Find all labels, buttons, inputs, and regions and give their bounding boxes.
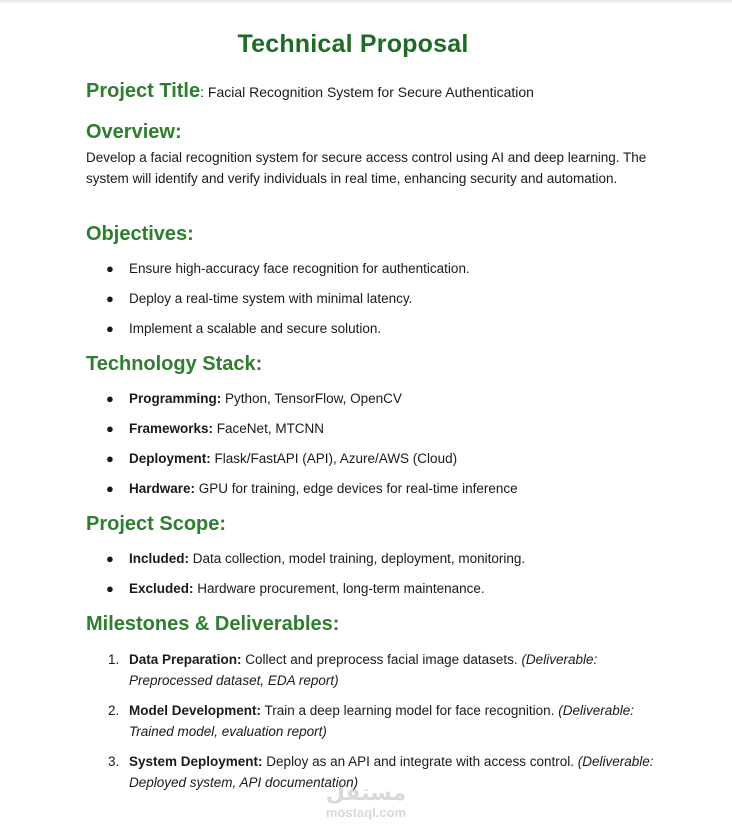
- list-item: [86, 289, 666, 319]
- list-item: [86, 579, 666, 609]
- list-item-text: Flask/FastAPI (API), Azure/AWS (Cloud): [210, 451, 458, 466]
- list-item-text: Hardware procurement, long-term maintenance.: [193, 581, 485, 596]
- list-item-text: Data collection, model training, deployment, monitoring.: [189, 551, 526, 566]
- list-item-text: Train a deep learning model for face recognition.: [261, 703, 559, 718]
- list-item-text: Deploy a real-time system with minimal latency.: [129, 291, 413, 306]
- tech-stack-list: [86, 389, 666, 509]
- objectives-list: [86, 259, 666, 349]
- bullet-icon: ●: [106, 481, 114, 496]
- deliverable-text: (Deliverable: Deployed system, API documentation): [129, 754, 654, 790]
- list-item-text: Python, TensorFlow, OpenCV: [221, 391, 402, 406]
- list-item: [86, 319, 666, 349]
- list-number: 3.: [108, 754, 120, 769]
- list-item: [86, 389, 666, 419]
- overview-text: Develop a facial recognition system for secure access control using AI and deep learning. The system will identify and verify individuals in real time, enhancing security and automation.: [86, 150, 647, 186]
- list-item-label: Frameworks:: [129, 421, 214, 436]
- list-number: 2.: [108, 703, 120, 718]
- milestones-heading: Milestones & Deliverables:: [86, 613, 340, 635]
- objectives-heading: Objectives:: [86, 223, 194, 245]
- project-title-label: Project Title: [86, 80, 201, 102]
- list-item: [86, 650, 666, 691]
- list-item-label: System Deployment:: [129, 754, 263, 769]
- list-item: [86, 479, 666, 509]
- bullet-icon: ●: [106, 551, 114, 566]
- list-item: [86, 419, 666, 449]
- bullet-icon: ●: [106, 391, 114, 406]
- bullet-icon: ●: [106, 451, 114, 466]
- list-item-label: Included:: [129, 551, 189, 566]
- watermark-logo: [316, 782, 416, 820]
- project-scope-list: [86, 549, 666, 609]
- list-item: [86, 701, 666, 742]
- project-title-heading: [86, 80, 534, 103]
- watermark-url: mostaql.com: [325, 805, 407, 820]
- bullet-icon: ●: [106, 581, 114, 596]
- list-item: [86, 449, 666, 479]
- list-item-label: Deployment:: [129, 451, 211, 466]
- deliverable-text: (Deliverable: Preprocessed dataset, EDA report): [129, 652, 598, 688]
- list-item-label: Hardware:: [129, 481, 196, 496]
- list-item-label: Model Development:: [129, 703, 262, 718]
- bullet-icon: ●: [106, 291, 114, 306]
- bullet-icon: ●: [106, 321, 114, 336]
- deliverable-text: (Deliverable: Trained model, evaluation report): [129, 703, 634, 739]
- watermark-logo-text: مستقل: [325, 781, 407, 806]
- list-item-text: GPU for training, edge devices for real-time inference: [195, 481, 518, 496]
- list-item-label: Excluded:: [129, 581, 194, 596]
- list-item-text: Implement a scalable and secure solution.: [129, 321, 382, 336]
- project-scope-heading: Project Scope:: [86, 513, 227, 535]
- tech-stack-heading: Technology Stack:: [86, 353, 263, 375]
- list-item-text: Collect and preprocess facial image datasets.: [241, 652, 522, 667]
- document-title: Technical Proposal: [237, 30, 469, 58]
- list-item: [86, 259, 666, 289]
- list-item-label: Programming:: [129, 391, 222, 406]
- bullet-icon: ●: [106, 421, 114, 436]
- list-item-text: Deploy as an API and integrate with access control.: [262, 754, 578, 769]
- list-item-label: Data Preparation:: [129, 652, 242, 667]
- list-item-text: FaceNet, MTCNN: [213, 421, 325, 436]
- list-number: 1.: [108, 652, 120, 667]
- list-item-text: Ensure high-accuracy face recognition for authentication.: [129, 261, 470, 276]
- project-title-value: : Facial Recognition System for Secure Authentication: [200, 84, 534, 100]
- list-item: [86, 549, 666, 579]
- bullet-icon: ●: [106, 261, 114, 276]
- overview-heading: Overview:: [86, 121, 182, 143]
